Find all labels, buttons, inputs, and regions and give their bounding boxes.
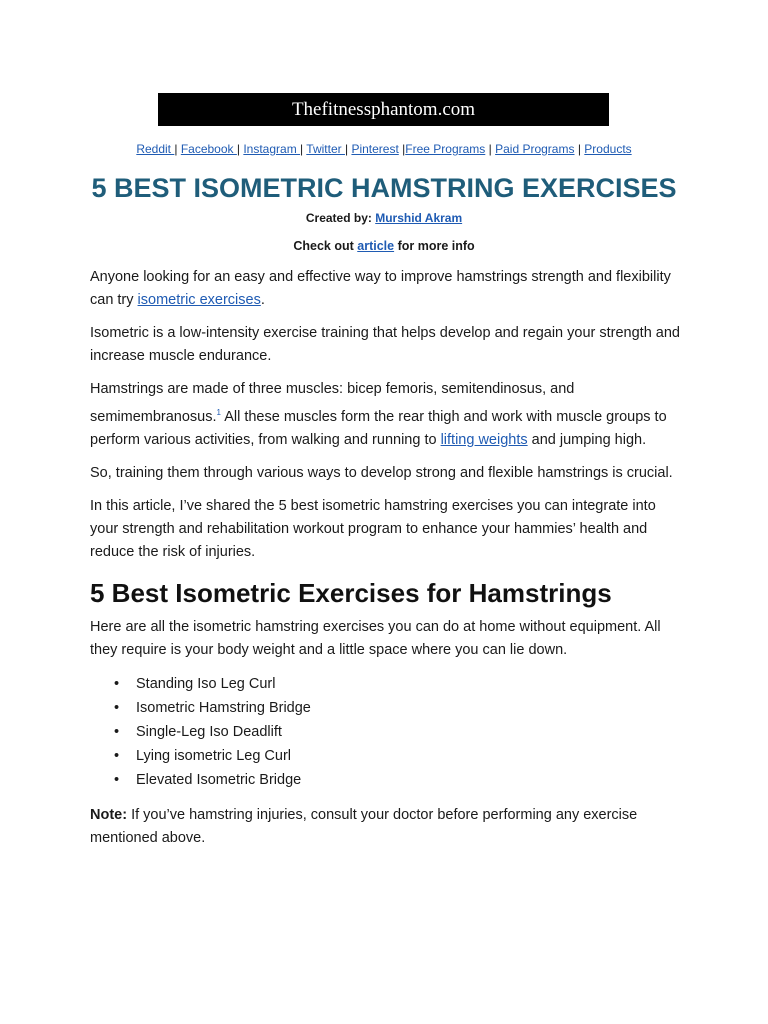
nav-link-instagram[interactable]: Instagram xyxy=(243,142,301,156)
social-nav xyxy=(0,140,768,158)
note-text: If you’ve hamstring injuries, consult your doctor before performing any exercise mentioned above. xyxy=(90,806,638,846)
nav-link-twitter[interactable]: Twitter xyxy=(306,142,345,156)
nav-separator: | xyxy=(577,142,581,156)
bullet-icon: • xyxy=(114,771,120,788)
note-paragraph xyxy=(90,804,680,850)
note-label: Note: xyxy=(90,806,128,823)
exercise-label: Lying isometric Leg Curl xyxy=(136,747,291,764)
exercise-label: Isometric Hamstring Bridge xyxy=(136,699,311,716)
nav-link-facebook[interactable]: Facebook xyxy=(180,142,237,156)
nav-link-paid-programs[interactable]: Paid Programs xyxy=(495,142,575,156)
nav-link-products[interactable]: Products xyxy=(584,142,632,156)
nav-separator: | xyxy=(236,142,240,156)
page-title: 5 BEST ISOMETRIC HAMSTRING EXERCISES xyxy=(91,173,677,203)
site-name: Thefitnessphantom.com xyxy=(291,99,476,120)
exercise-label: Elevated Isometric Bridge xyxy=(136,771,302,788)
intro-paragraph xyxy=(90,266,680,312)
nav-link-pinterest[interactable]: Pinterest xyxy=(351,142,399,156)
list-item xyxy=(114,720,680,744)
byline xyxy=(0,209,768,227)
intro-end: . xyxy=(260,292,265,308)
nav-link-free-programs[interactable]: Free Programs xyxy=(405,142,486,156)
intro-text: Anyone looking for an easy and effective way to improve hamstrings strength and flexibility can try xyxy=(90,269,671,308)
isometric-exercises-link[interactable]: isometric exercises xyxy=(137,292,261,308)
bullet-icon: • xyxy=(114,699,120,716)
anatomy-text-a: Hamstrings are made of three muscles: bicep femoris, semitendinosus, and semimembranosus. xyxy=(90,381,575,425)
bullet-icon: • xyxy=(114,723,120,740)
lifting-weights-link[interactable]: lifting weights xyxy=(440,431,528,448)
list-item xyxy=(114,768,680,792)
nav-separator: | xyxy=(300,142,304,156)
byline-prefix: Created by: xyxy=(305,211,376,225)
nav-separator: | xyxy=(402,142,406,156)
anatomy-text-b: All these muscles form the rear thigh and work with muscle groups to perform various activities, from walking and running to xyxy=(90,408,667,448)
list-item xyxy=(114,744,680,768)
anatomy-paragraph xyxy=(90,378,680,452)
nav-separator: | xyxy=(344,142,349,156)
bullet-icon: • xyxy=(114,747,120,764)
nav-link-reddit[interactable]: Reddit xyxy=(136,142,175,156)
list-item xyxy=(114,672,680,696)
article-body xyxy=(90,266,680,860)
checkout-line xyxy=(0,237,768,255)
section-intro: Here are all the isometric hamstring exercises you can do at home without equipment. All they require is your body weight and a little space where you can lie down. xyxy=(90,618,661,658)
checkout-prefix: Check out xyxy=(293,239,358,253)
nav-separator: | xyxy=(488,142,492,156)
bullet-icon: • xyxy=(114,675,120,692)
exercise-label: Standing Iso Leg Curl xyxy=(136,675,276,692)
definition-paragraph: Isometric is a low-intensity exercise training that helps develop and regain your strength and increase muscle endurance. xyxy=(90,325,680,364)
nav-separator: | xyxy=(174,142,178,156)
exercise-list xyxy=(90,672,680,792)
checkout-suffix: for more info xyxy=(394,239,475,253)
footnote-ref[interactable]: 1 xyxy=(216,408,221,417)
list-item xyxy=(114,696,680,720)
site-banner xyxy=(158,93,609,126)
summary-paragraph: In this article, I’ve shared the 5 best isometric hamstring exercises you can integrate into your strength and rehabilitation workout program to enhance your hammies’ health and reduce the risk of injuries. xyxy=(90,497,656,560)
exercise-label: Single-Leg Iso Deadlift xyxy=(136,723,282,740)
anatomy-text-c: and jumping high. xyxy=(527,431,647,448)
author-link[interactable]: Murshid Akram xyxy=(375,211,463,225)
training-paragraph: So, training them through various ways to develop strong and flexible hamstrings is crucial. xyxy=(90,464,673,481)
section-heading: 5 Best Isometric Exercises for Hamstrings xyxy=(90,577,612,608)
article-link[interactable]: article xyxy=(357,239,395,253)
